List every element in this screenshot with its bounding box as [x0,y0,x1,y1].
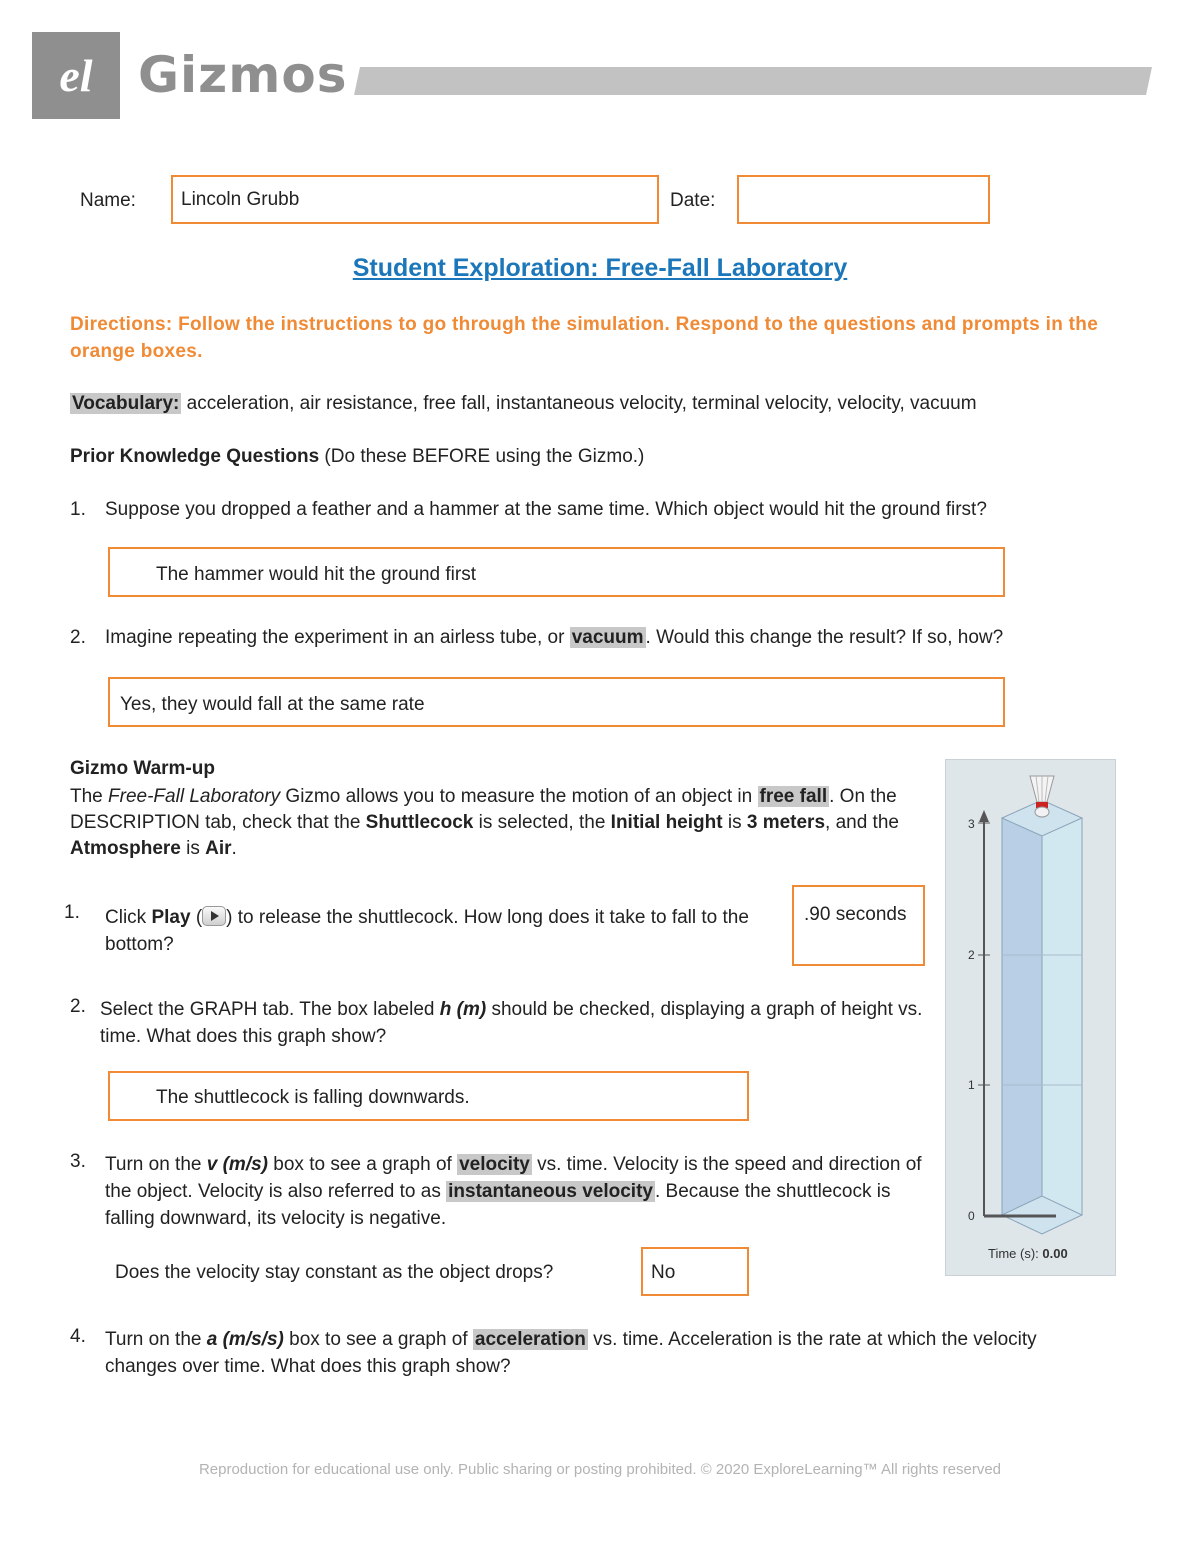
warmup-q2-post: should be checked, displaying a graph of height vs. time. What does this graph show? [100,999,923,1047]
warmup-q2-number: 2. [70,996,86,1017]
acceleration-term: acceleration [474,1329,586,1350]
velocity-term: velocity [459,1154,530,1175]
time-value: 0.00 [1042,1246,1068,1261]
warmup-q4-post: vs. time. Acceleration is the rate at which the velocity changes over time. What does this graph show? [105,1329,1037,1377]
footer-copyright: Reproduction for educational use only. Public sharing or posting prohibited. © 2020 ExploreLearning™ All rights reserved [198,1461,1002,1478]
height-tick-0: 0 [968,1209,975,1223]
atmosphere-term: Atmosphere [70,838,181,859]
play-term: Play [151,907,191,928]
vocabulary-line [70,393,977,415]
warmup-q4-text [105,1326,1105,1380]
free-fall-term: free fall [759,786,828,807]
prior-a1-box[interactable]: The hammer would hit the ground first [108,547,1005,597]
warmup-q2-text [100,996,930,1050]
warmup-paragraph [70,784,930,862]
simulation-panel [945,759,1116,1276]
three-meters-term: 3 meters [746,812,826,833]
vocabulary-terms: acceleration, air resistance, free fall, instantaneous velocity, terminal velocity, velocity, vacuum [181,393,977,414]
gizmos-brand: Gizmos [138,46,348,104]
header-decorative-bar [354,67,1152,95]
warmup-text-8: . [231,838,237,859]
name-label: Name: [80,190,136,211]
instantaneous-velocity-term: instantaneous velocity [448,1181,653,1202]
time-label: Time (s): [988,1246,1043,1261]
explorelearning-logo-icon: el [59,50,93,101]
warmup-q3-mid1: box to see a graph of [268,1154,458,1175]
h-checkbox-label: h (m) [439,999,487,1020]
date-field[interactable] [737,175,990,224]
warmup-q3-pre: Turn on the [105,1154,207,1175]
prior-q1-number: 1. [70,499,86,520]
warmup-q4-number: 4. [70,1326,86,1347]
height-tick-3: 3 [968,817,975,831]
warmup-heading: Gizmo Warm-up [70,758,215,779]
prior-q2-pre: Imagine repeating the experiment in an airless tube, or [105,627,570,648]
warmup-text-5: is [722,812,747,833]
prior-heading-label: Prior Knowledge Questions [70,446,320,467]
warmup-text-1: The [70,786,109,807]
prior-q2-post: . Would this change the result? If so, how? [645,627,1004,648]
warmup-q1-paren: ( [190,907,203,928]
warmup-a2-box[interactable]: The shuttlecock is falling downwards. [108,1071,749,1121]
vocabulary-label: Vocabulary: [72,393,180,414]
warmup-q3-text [105,1151,925,1232]
warmup-q3-mid2: vs. time. Velocity is the speed and direction of the object. Velocity is also referred to as [105,1154,922,1202]
vacuum-term: vacuum [571,627,644,648]
free-fall-tube [946,760,1117,1277]
shuttlecock-icon [1027,774,1057,820]
page-title: Student Exploration: Free-Fall Laboratory [352,254,848,282]
height-tick-1: 1 [968,1078,975,1092]
warmup-q3-post: . Because the shuttlecock is falling downward, its velocity is negative. [105,1181,891,1229]
prior-a2-box[interactable]: Yes, they would fall at the same rate [108,677,1005,727]
air-term: Air [205,838,232,859]
v-checkbox-label: v (m/s) [206,1154,268,1175]
a-checkbox-label: a (m/s/s) [206,1329,284,1350]
warmup-q3-number: 3. [70,1151,86,1172]
date-label: Date: [670,190,716,211]
warmup-q2-pre: Select the GRAPH tab. The box labeled [100,999,440,1020]
warmup-q1-text [105,904,790,958]
warmup-text-4: is selected, the [473,812,611,833]
height-tick-2: 2 [968,948,975,962]
name-field[interactable]: Lincoln Grubb [171,175,659,224]
prior-heading-note: (Do these BEFORE using the Gizmo.) [319,446,645,467]
warmup-a3-box[interactable]: No [641,1247,749,1296]
shuttlecock-term: Shuttlecock [365,812,474,833]
gizmo-name: Free-Fall Laboratory [108,786,281,807]
warmup-q1-number: 1. [64,902,80,923]
warmup-text-3: . On the DESCRIPTION tab, check that the [70,786,897,833]
prior-q1-text: Suppose you dropped a feather and a hammer at the same time. Which object would hit the ground first? [105,499,987,520]
warmup-q4-pre: Turn on the [105,1329,207,1350]
warmup-a1-box[interactable]: .90 seconds [792,885,925,966]
play-button-icon[interactable] [202,906,226,926]
warmup-text-6: , and the [825,812,899,833]
prior-q2-number: 2. [70,627,86,648]
warmup-q1-post: ) to release the shuttlecock. How long does it take to fall to the bottom? [105,907,749,955]
initial-height-term: Initial height [610,812,723,833]
warmup-q4-mid: box to see a graph of [283,1329,473,1350]
prior-knowledge-heading [70,446,644,468]
warmup-text-2: Gizmo allows you to measure the motion of an object in [280,786,758,807]
warmup-q1-pre: Click [105,907,152,928]
warmup-text-7: is [180,838,206,859]
time-readout [988,1246,1068,1261]
directions-text: Directions: Follow the instructions to go through the simulation. Respond to the questions and prompts in the orange boxes. [70,314,1099,362]
warmup-q3-subquestion: Does the velocity stay constant as the object drops? [115,1262,554,1283]
prior-q2-text [105,627,1145,649]
